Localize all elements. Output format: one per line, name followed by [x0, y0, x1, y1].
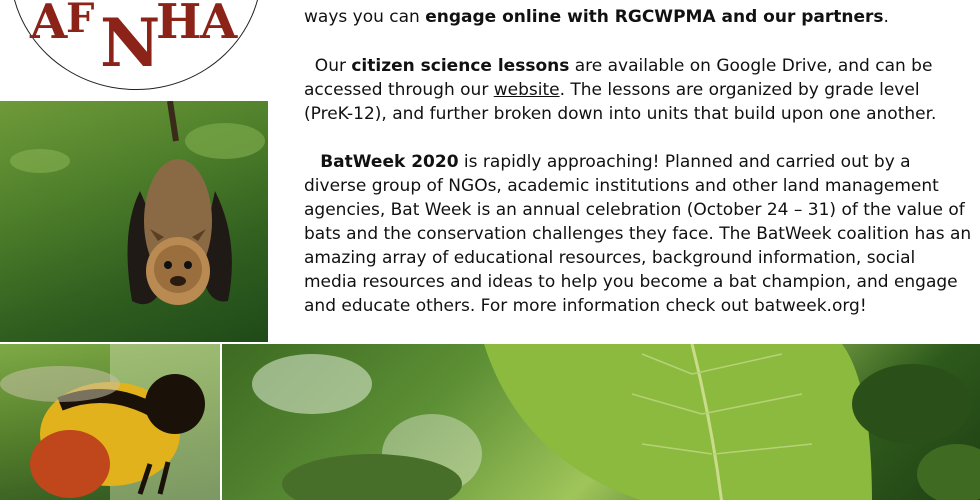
afnha-logo	[0, 0, 270, 100]
logo-letter-a2: A	[200, 0, 238, 50]
logo-letter-f: F	[66, 0, 95, 42]
p3-lead	[304, 152, 320, 172]
bat-photo	[0, 101, 268, 342]
bee-illustration	[0, 344, 220, 500]
leaf-illustration	[222, 344, 980, 500]
batweek-paragraph	[304, 150, 972, 318]
logo-lettering	[0, 0, 270, 100]
p3-rest: is rapidly approaching! Planned and carried out by a diverse group of NGOs, academic institutions and other land management agencies, Bat Week is an annual celebration (October 24 – 31) of the value of bats and the conservation challenges they face. The BatWeek coalition has an amazing array of educational resources, background information, social media resources and ideas to help you become a bat champion, and engage and educate others. For more information check out batweek.org!	[304, 152, 972, 316]
leaf-photo	[222, 344, 980, 500]
p2-bold: citizen science lessons	[351, 56, 570, 76]
p2-rest: . The lessons are organized by grade level (PreK-12), and further broken down into units that build upon one another.	[304, 80, 937, 124]
p2-mid: are available on Google Drive, and can be accessed through our	[304, 56, 933, 100]
bumblebee-photo	[0, 344, 220, 500]
engage-online-paragraph	[304, 5, 972, 29]
p1-text: ways you can	[304, 7, 426, 27]
p2-lead: Our	[304, 56, 352, 76]
bat-illustration	[0, 101, 268, 342]
p1-bold: engage online with RGCWPMA and our partners	[425, 7, 884, 27]
logo-letter-h: H	[156, 0, 202, 50]
logo-letter-a: A	[30, 0, 68, 50]
citizen-science-paragraph	[304, 54, 972, 126]
website-link[interactable]: website	[493, 80, 560, 100]
p3-bold: BatWeek 2020	[320, 152, 459, 172]
logo-letter-n: N	[100, 4, 161, 82]
p1-suffix: .	[883, 7, 889, 27]
